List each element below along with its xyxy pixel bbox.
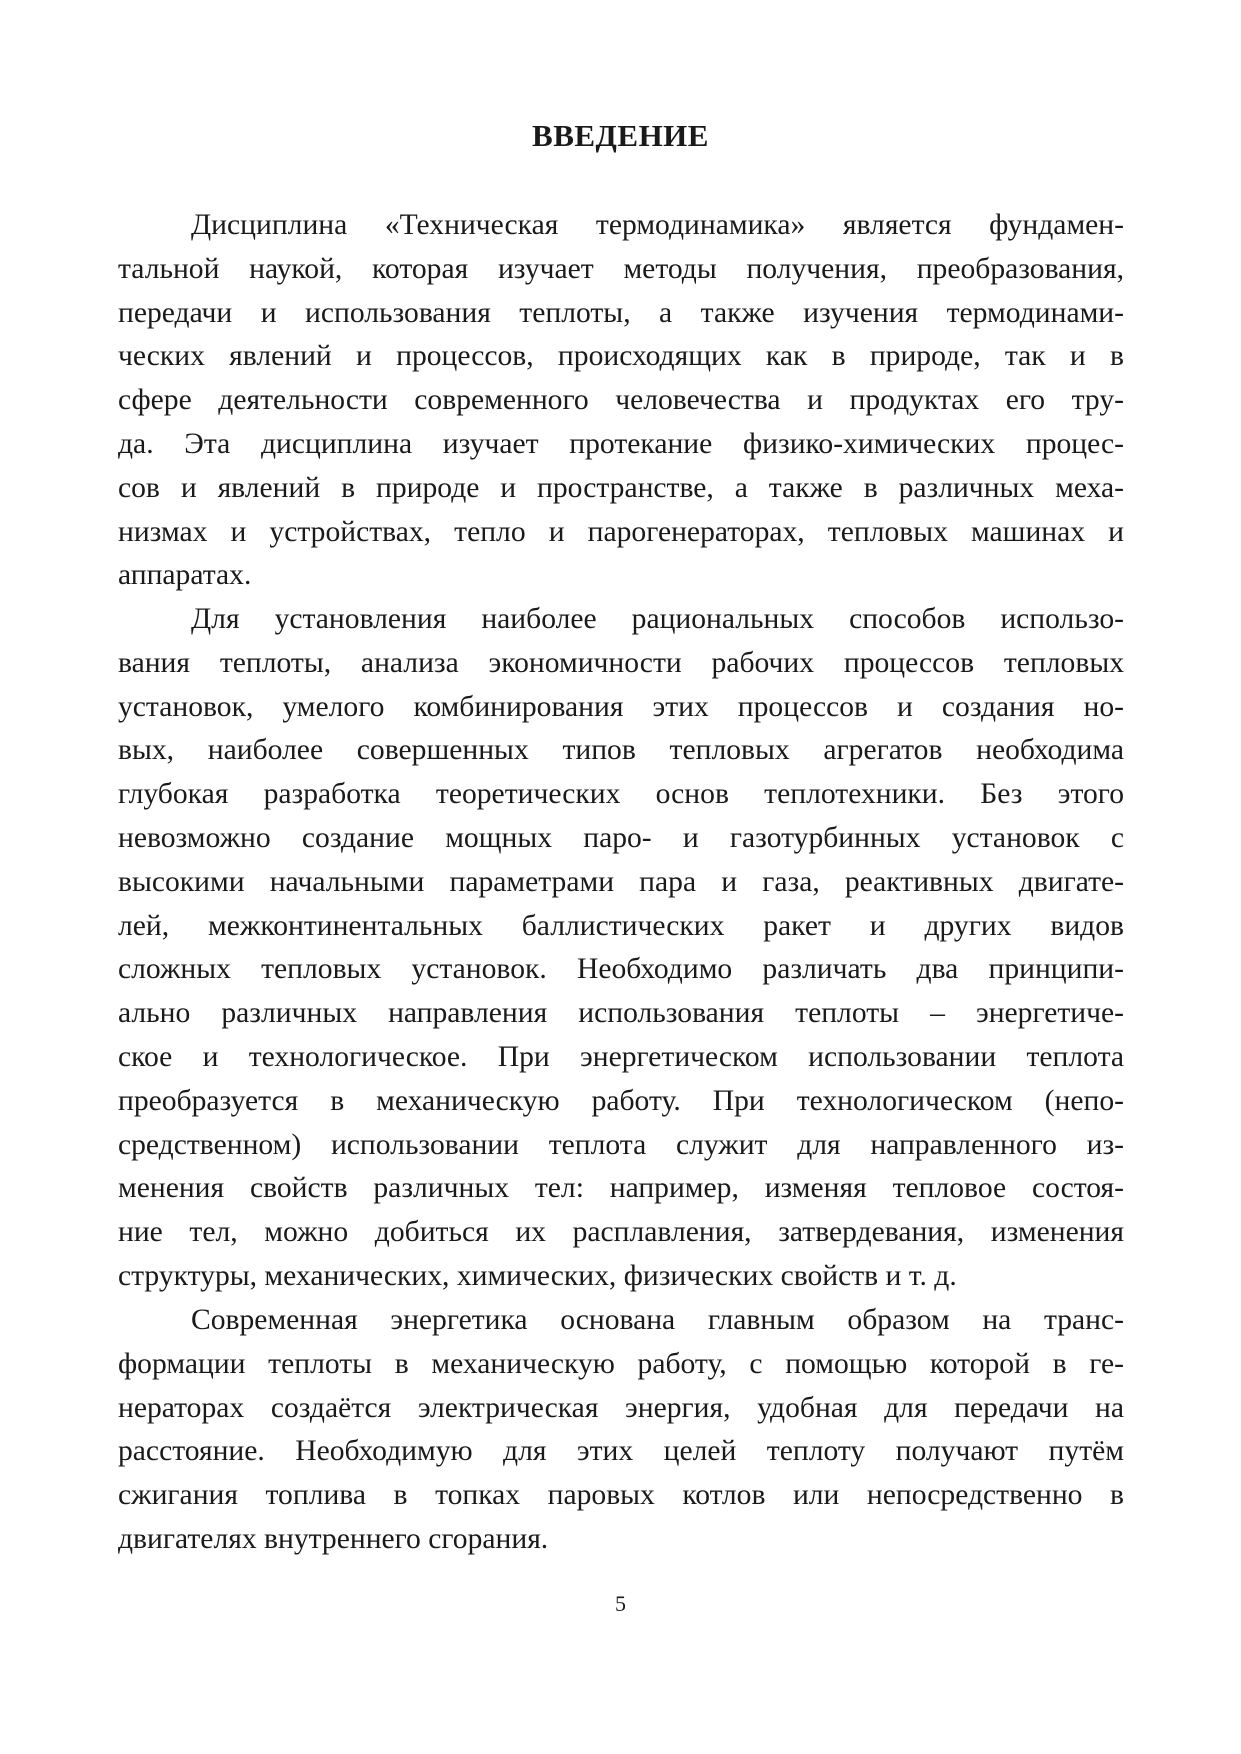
text-line: вых, наиболее совершенных типов тепловых агрегатов необходима [118, 734, 1124, 767]
text-line: тальной наукой, которая изучает методы получения, преобразования, [118, 252, 1124, 285]
paragraph-3 [118, 1299, 1124, 1562]
text-line: да. Эта дисциплина изучает протекание физико-химических процес- [118, 427, 1124, 460]
text-line: структуры, механических, химических, физических свойств и т. д. [118, 1259, 957, 1292]
text-line: высокими начальными параметрами пара и газа, реактивных двигате- [118, 865, 1124, 898]
text-line: невозможно создание мощных паро- и газотурбинных установок с [118, 821, 1124, 854]
text-line: сфере деятельности современного человечества и продуктах его тру- [118, 384, 1124, 417]
text-line: Современная энергетика основана главным образом на транс- [191, 1304, 1124, 1336]
page-title: ВВЕДЕНИЕ [532, 118, 709, 153]
text-line: аппаратах. [118, 559, 252, 592]
text-line: расстояние. Необходимую для этих целей теплоту получают путём [118, 1435, 1124, 1468]
text-line: передачи и использования теплоты, а также изучения термодинами- [118, 296, 1124, 329]
text-line: сов и явлений в природе и пространстве, а также в различных меха- [118, 471, 1124, 504]
text-line: вания теплоты, анализа экономичности рабочих процессов тепловых [118, 646, 1124, 679]
text-line: сжигания топлива в топках паровых котлов или непосредственно в [118, 1479, 1124, 1512]
text-line: ально различных направления использования теплоты – энергетиче- [118, 997, 1124, 1030]
paragraph-1 [118, 204, 1124, 598]
text-line: средственном) использовании теплота служит для направленного из- [118, 1128, 1124, 1161]
text-line: низмах и устройствах, тепло и парогенераторах, тепловых машинах и [118, 515, 1124, 548]
text-line: преобразуется в механическую работу. При технологическом (непо- [118, 1084, 1124, 1117]
text-line: глубокая разработка теоретических основ теплотехники. Без этого [118, 778, 1124, 811]
paragraph-2 [118, 598, 1124, 1299]
text-line: формации теплоты в механическую работу, с помощью которой в ге- [118, 1347, 1124, 1380]
text-line: нераторах создаётся электрическая энергия, удобная для передачи на [118, 1391, 1124, 1424]
page-number: 5 [615, 1591, 626, 1616]
text-line: менения свойств различных тел: например, изменяя тепловое состоя- [118, 1172, 1124, 1205]
text-line: ское и технологическое. При энергетическом использовании теплота [118, 1040, 1124, 1073]
text-line: сложных тепловых установок. Необходимо различать два принципи- [118, 953, 1124, 986]
text-line: установок, умелого комбинирования этих процессов и создания но- [118, 690, 1124, 723]
text-line: ческих явлений и процессов, происходящих как в природе, так и в [118, 340, 1124, 373]
text-line: Для установления наиболее рациональных способов использо- [191, 603, 1124, 635]
text-line: ние тел, можно добиться их расплавления, затвердевания, изменения [118, 1216, 1124, 1249]
text-line: двигателях внутреннего сгорания. [118, 1522, 549, 1555]
text-line: лей, межконтинентальных баллистических ракет и других видов [118, 909, 1124, 942]
text-line: Дисциплина «Техническая термодинамика» является фундамен- [191, 209, 1124, 241]
